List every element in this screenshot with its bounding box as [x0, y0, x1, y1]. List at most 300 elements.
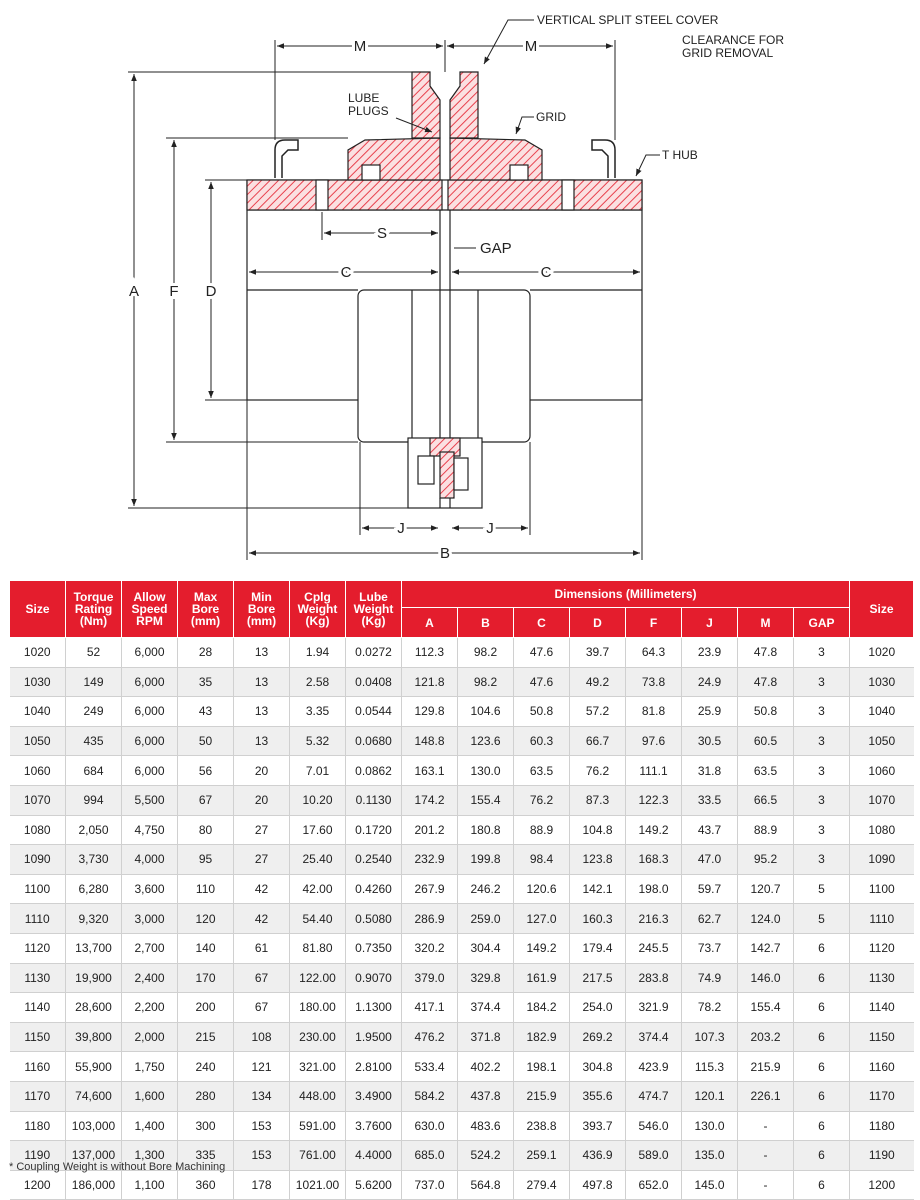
table-cell: 87.3 — [570, 785, 626, 815]
table-cell: 1170 — [10, 1081, 66, 1111]
header-speed: Allow Speed RPM — [122, 581, 178, 638]
label-lube-2: PLUGS — [348, 104, 389, 118]
table-cell: 267.9 — [402, 874, 458, 904]
dim-label-b: B — [439, 545, 451, 562]
table-cell: 155.4 — [738, 993, 794, 1023]
table-cell: 6 — [794, 933, 850, 963]
table-cell: 168.3 — [626, 845, 682, 875]
header-max-bore: Max Bore (mm) — [178, 581, 234, 638]
table-cell: 1110 — [850, 904, 914, 934]
table-cell: 146.0 — [738, 963, 794, 993]
table-cell: 47.6 — [514, 667, 570, 697]
table-cell: 238.8 — [514, 1111, 570, 1141]
table-cell: 230.00 — [290, 1022, 346, 1052]
header-dim-b: B — [458, 608, 514, 638]
table-cell: 226.1 — [738, 1081, 794, 1111]
table-cell: 49.2 — [570, 667, 626, 697]
table-cell: - — [738, 1170, 794, 1200]
table-cell: 13 — [234, 726, 290, 756]
table-row — [10, 874, 914, 904]
table-row — [10, 933, 914, 963]
table-cell: 33.5 — [682, 785, 738, 815]
table-cell: 104.6 — [458, 697, 514, 727]
table-cell: 1.1300 — [346, 993, 402, 1023]
table-cell: 174.2 — [402, 785, 458, 815]
table-cell: 42 — [234, 874, 290, 904]
table-cell: 3 — [794, 697, 850, 727]
table-cell: 6 — [794, 1111, 850, 1141]
header-dimensions: Dimensions (Millimeters) — [402, 581, 850, 608]
table-cell: 279.4 — [514, 1170, 570, 1200]
table-cell: 39.7 — [570, 638, 626, 668]
table-cell: 5 — [794, 874, 850, 904]
table-cell: 39,800 — [66, 1022, 122, 1052]
table-cell: 3 — [794, 785, 850, 815]
header-size: Size — [10, 581, 66, 638]
table-cell: 232.9 — [402, 845, 458, 875]
table-cell: 245.5 — [626, 933, 682, 963]
table-cell: 3 — [794, 845, 850, 875]
table-cell: 1,300 — [122, 1141, 178, 1171]
table-row — [10, 904, 914, 934]
table-cell: 589.0 — [626, 1141, 682, 1171]
table-cell: 203.2 — [738, 1022, 794, 1052]
label-cover: VERTICAL SPLIT STEEL COVER — [537, 13, 719, 27]
table-cell: 2,000 — [122, 1022, 178, 1052]
table-cell: 149 — [66, 667, 122, 697]
table-cell: 145.0 — [682, 1170, 738, 1200]
dim-label-j-left: J — [397, 520, 405, 537]
table-cell: 3 — [794, 667, 850, 697]
table-cell: 436.9 — [570, 1141, 626, 1171]
table-cell: 59.7 — [682, 874, 738, 904]
table-cell: 497.8 — [570, 1170, 626, 1200]
table-cell: 42.00 — [290, 874, 346, 904]
coupling-diagram — [0, 0, 920, 580]
table-row — [10, 1170, 914, 1200]
table-cell: 64.3 — [626, 638, 682, 668]
table-cell: 1040 — [850, 697, 914, 727]
table-cell: 591.00 — [290, 1111, 346, 1141]
dim-label-m-right: M — [524, 38, 538, 55]
table-cell: 286.9 — [402, 904, 458, 934]
header-dim-gap: GAP — [794, 608, 850, 638]
table-cell: 142.7 — [738, 933, 794, 963]
table-cell: 737.0 — [402, 1170, 458, 1200]
table-cell: 1140 — [850, 993, 914, 1023]
table-cell: 180.00 — [290, 993, 346, 1023]
table-cell: 6,000 — [122, 638, 178, 668]
table-cell: 1170 — [850, 1081, 914, 1111]
table-cell: 73.8 — [626, 667, 682, 697]
table-cell: 6,280 — [66, 874, 122, 904]
table-cell: 1120 — [850, 933, 914, 963]
table-cell: 60.5 — [738, 726, 794, 756]
table-cell: 28,600 — [66, 993, 122, 1023]
table-cell: 249 — [66, 697, 122, 727]
table-cell: 5.32 — [290, 726, 346, 756]
table-cell: 62.7 — [682, 904, 738, 934]
table-cell: 137,000 — [66, 1141, 122, 1171]
table-cell: 50.8 — [738, 697, 794, 727]
table-cell: 130.0 — [682, 1111, 738, 1141]
table-cell: 0.0680 — [346, 726, 402, 756]
header-torque: Torque Rating (Nm) — [66, 581, 122, 638]
table-cell: 3 — [794, 726, 850, 756]
table-cell: 178 — [234, 1170, 290, 1200]
table-cell: 153 — [234, 1141, 290, 1171]
table-cell: 122.3 — [626, 785, 682, 815]
table-cell: 108 — [234, 1022, 290, 1052]
label-clearance-2: GRID REMOVAL — [682, 46, 774, 60]
table-cell: 115.3 — [682, 1052, 738, 1082]
table-cell: 3 — [794, 638, 850, 668]
table-cell: 1190 — [10, 1141, 66, 1171]
table-cell: 200 — [178, 993, 234, 1023]
table-cell: 140 — [178, 933, 234, 963]
table-cell: 1200 — [10, 1170, 66, 1200]
table-cell: 149.2 — [514, 933, 570, 963]
table-cell: 47.6 — [514, 638, 570, 668]
table-cell: 120.6 — [514, 874, 570, 904]
table-cell: 123.6 — [458, 726, 514, 756]
table-cell: 435 — [66, 726, 122, 756]
table-cell: 42 — [234, 904, 290, 934]
table-cell: 448.00 — [290, 1081, 346, 1111]
table-cell: 269.2 — [570, 1022, 626, 1052]
table-cell: 1080 — [10, 815, 66, 845]
table-cell: 161.9 — [514, 963, 570, 993]
table-cell: 80 — [178, 815, 234, 845]
table-cell: 67 — [234, 993, 290, 1023]
table-cell: 27 — [234, 845, 290, 875]
table-cell: 1020 — [10, 638, 66, 668]
table-cell: 483.6 — [458, 1111, 514, 1141]
table-cell: 20 — [234, 756, 290, 786]
table-cell: 1050 — [850, 726, 914, 756]
table-cell: 6,000 — [122, 756, 178, 786]
table-cell: 74.9 — [682, 963, 738, 993]
table-cell: 13 — [234, 638, 290, 668]
table-cell: 13 — [234, 697, 290, 727]
table-cell: 120.7 — [738, 874, 794, 904]
table-cell: 1100 — [850, 874, 914, 904]
table-cell: 47.8 — [738, 638, 794, 668]
table-cell: 437.8 — [458, 1081, 514, 1111]
table-cell: 6 — [794, 1052, 850, 1082]
table-cell: 67 — [234, 963, 290, 993]
table-cell: 47.8 — [738, 667, 794, 697]
table-cell: 217.5 — [570, 963, 626, 993]
table-cell: 186,000 — [66, 1170, 122, 1200]
table-cell: 0.4260 — [346, 874, 402, 904]
table-cell: 98.4 — [514, 845, 570, 875]
table-cell: 179.4 — [570, 933, 626, 963]
header-dim-c: C — [514, 608, 570, 638]
table-cell: 81.80 — [290, 933, 346, 963]
table-cell: 6,000 — [122, 726, 178, 756]
table-cell: 584.2 — [402, 1081, 458, 1111]
table-cell: 564.8 — [458, 1170, 514, 1200]
table-cell: 78.2 — [682, 993, 738, 1023]
table-cell: 148.8 — [402, 726, 458, 756]
table-row — [10, 845, 914, 875]
table-cell: 1180 — [850, 1111, 914, 1141]
table-cell: 199.8 — [458, 845, 514, 875]
table-cell: 524.2 — [458, 1141, 514, 1171]
table-cell: 1150 — [10, 1022, 66, 1052]
table-cell: 1160 — [10, 1052, 66, 1082]
table-cell: 761.00 — [290, 1141, 346, 1171]
table-cell: 2,050 — [66, 815, 122, 845]
table-cell: 112.3 — [402, 638, 458, 668]
table-cell: 61 — [234, 933, 290, 963]
table-cell: 994 — [66, 785, 122, 815]
table-cell: 30.5 — [682, 726, 738, 756]
table-cell: 76.2 — [570, 756, 626, 786]
table-cell: 1040 — [10, 697, 66, 727]
table-cell: 0.2540 — [346, 845, 402, 875]
table-cell: 1060 — [850, 756, 914, 786]
table-cell: 153 — [234, 1111, 290, 1141]
table-cell: 3 — [794, 756, 850, 786]
header-lube-weight: Lube Weight (Kg) — [346, 581, 402, 638]
table-cell: 98.2 — [458, 638, 514, 668]
table-cell: 3.7600 — [346, 1111, 402, 1141]
table-row — [10, 638, 914, 668]
table-cell: 163.1 — [402, 756, 458, 786]
table-cell: 19,900 — [66, 963, 122, 993]
table-cell: 1160 — [850, 1052, 914, 1082]
table-cell: 1130 — [10, 963, 66, 993]
table-cell: 6 — [794, 963, 850, 993]
table-cell: 122.00 — [290, 963, 346, 993]
table-cell: 6 — [794, 993, 850, 1023]
table-cell: 25.9 — [682, 697, 738, 727]
dim-label-a: A — [128, 283, 140, 300]
table-cell: 1030 — [850, 667, 914, 697]
table-cell: 216.3 — [626, 904, 682, 934]
table-cell: 283.8 — [626, 963, 682, 993]
table-cell: 4.4000 — [346, 1141, 402, 1171]
table-cell: 17.60 — [290, 815, 346, 845]
coupling-spec-table — [9, 580, 914, 1200]
table-cell: 5 — [794, 904, 850, 934]
table-cell: 1,400 — [122, 1111, 178, 1141]
table-cell: 50 — [178, 726, 234, 756]
table-cell: 0.0544 — [346, 697, 402, 727]
table-cell: 1070 — [850, 785, 914, 815]
table-cell: 107.3 — [682, 1022, 738, 1052]
table-cell: 13,700 — [66, 933, 122, 963]
table-cell: 2,200 — [122, 993, 178, 1023]
table-cell: 56 — [178, 756, 234, 786]
table-cell: 120 — [178, 904, 234, 934]
table-cell: 127.0 — [514, 904, 570, 934]
table-cell: 3,000 — [122, 904, 178, 934]
table-cell: 393.7 — [570, 1111, 626, 1141]
header-dim-j: J — [682, 608, 738, 638]
table-cell: 55,900 — [66, 1052, 122, 1082]
table-cell: 81.8 — [626, 697, 682, 727]
table-cell: 6 — [794, 1170, 850, 1200]
table-cell: 374.4 — [458, 993, 514, 1023]
table-row — [10, 1052, 914, 1082]
table-cell: 110 — [178, 874, 234, 904]
table-cell: 74,600 — [66, 1081, 122, 1111]
table-cell: 474.7 — [626, 1081, 682, 1111]
table-cell: 476.2 — [402, 1022, 458, 1052]
table-cell: 300 — [178, 1111, 234, 1141]
table-cell: 73.7 — [682, 933, 738, 963]
table-cell: 67 — [178, 785, 234, 815]
table-cell: 5,500 — [122, 785, 178, 815]
table-cell: 3.35 — [290, 697, 346, 727]
table-cell: 43.7 — [682, 815, 738, 845]
table-cell: - — [738, 1111, 794, 1141]
table-cell: 63.5 — [514, 756, 570, 786]
table-cell: 355.6 — [570, 1081, 626, 1111]
table-row — [10, 667, 914, 697]
table-cell: 1,750 — [122, 1052, 178, 1082]
table-row — [10, 815, 914, 845]
table-cell: 1.94 — [290, 638, 346, 668]
dim-label-gap: GAP — [480, 240, 512, 257]
table-cell: 1050 — [10, 726, 66, 756]
table-cell: 1070 — [10, 785, 66, 815]
table-cell: 1020 — [850, 638, 914, 668]
table-cell: 1030 — [10, 667, 66, 697]
table-cell: 417.1 — [402, 993, 458, 1023]
table-cell: 50.8 — [514, 697, 570, 727]
table-cell: 1110 — [10, 904, 66, 934]
table-cell: 684 — [66, 756, 122, 786]
table-cell: 0.9070 — [346, 963, 402, 993]
table-cell: 63.5 — [738, 756, 794, 786]
table-cell: 198.0 — [626, 874, 682, 904]
table-cell: 43 — [178, 697, 234, 727]
header-cplg-weight: Cplg Weight (Kg) — [290, 581, 346, 638]
table-cell: 533.4 — [402, 1052, 458, 1082]
table-row — [10, 697, 914, 727]
table-cell: 13 — [234, 667, 290, 697]
table-cell: 1021.00 — [290, 1170, 346, 1200]
table-cell: 374.4 — [626, 1022, 682, 1052]
table-cell: 121.8 — [402, 667, 458, 697]
table-cell: 379.0 — [402, 963, 458, 993]
table-cell: 27 — [234, 815, 290, 845]
table-cell: 320.2 — [402, 933, 458, 963]
table-cell: 123.8 — [570, 845, 626, 875]
table-cell: 88.9 — [514, 815, 570, 845]
table-cell: 6 — [794, 1141, 850, 1171]
table-cell: 155.4 — [458, 785, 514, 815]
table-cell: 0.5080 — [346, 904, 402, 934]
table-cell: 2.58 — [290, 667, 346, 697]
table-cell: 198.1 — [514, 1052, 570, 1082]
table-cell: 1090 — [850, 845, 914, 875]
table-cell: 246.2 — [458, 874, 514, 904]
table-cell: 25.40 — [290, 845, 346, 875]
table-cell: 130.0 — [458, 756, 514, 786]
table-cell: 360 — [178, 1170, 234, 1200]
header-size-right: Size — [850, 581, 914, 638]
table-cell: 1,100 — [122, 1170, 178, 1200]
header-min-bore: Min Bore (mm) — [234, 581, 290, 638]
table-cell: 0.1130 — [346, 785, 402, 815]
t-hub-body — [247, 180, 642, 442]
table-row — [10, 993, 914, 1023]
table-cell: 254.0 — [570, 993, 626, 1023]
table-body — [10, 638, 914, 1200]
table-row — [10, 1081, 914, 1111]
dim-label-j-right: J — [486, 520, 494, 537]
footnote: * Coupling Weight is without Bore Machining — [9, 1161, 226, 1173]
table-cell: 3,730 — [66, 845, 122, 875]
table-cell: 97.6 — [626, 726, 682, 756]
header-dim-m: M — [738, 608, 794, 638]
table-cell: 104.8 — [570, 815, 626, 845]
table-cell: 52 — [66, 638, 122, 668]
table-cell: 304.8 — [570, 1052, 626, 1082]
table-cell: 423.9 — [626, 1052, 682, 1082]
table-cell: 3,600 — [122, 874, 178, 904]
dim-label-s: S — [376, 225, 388, 242]
table-cell: 76.2 — [514, 785, 570, 815]
table-cell: 182.9 — [514, 1022, 570, 1052]
table-cell: 280 — [178, 1081, 234, 1111]
table-cell: 4,000 — [122, 845, 178, 875]
table-cell: 0.0272 — [346, 638, 402, 668]
label-lube-1: LUBE — [348, 91, 380, 105]
clearance-hooks — [275, 140, 615, 178]
table-cell: 103,000 — [66, 1111, 122, 1141]
table-cell: 28 — [178, 638, 234, 668]
table-cell: 98.2 — [458, 667, 514, 697]
table-cell: 215.9 — [738, 1052, 794, 1082]
table-cell: 402.2 — [458, 1052, 514, 1082]
table-cell: 142.1 — [570, 874, 626, 904]
table-cell: 170 — [178, 963, 234, 993]
table-cell: 630.0 — [402, 1111, 458, 1141]
table-cell: 160.3 — [570, 904, 626, 934]
table-cell: 329.8 — [458, 963, 514, 993]
table-cell: 54.40 — [290, 904, 346, 934]
table-cell: 2,700 — [122, 933, 178, 963]
table-cell: 1060 — [10, 756, 66, 786]
label-t-hub: T HUB — [662, 148, 698, 162]
table-cell: 124.0 — [738, 904, 794, 934]
table-cell: 95.2 — [738, 845, 794, 875]
table-cell: 321.9 — [626, 993, 682, 1023]
table-cell: 1130 — [850, 963, 914, 993]
table-row — [10, 1022, 914, 1052]
label-clearance-1: CLEARANCE FOR — [682, 33, 785, 47]
table-cell: 24.9 — [682, 667, 738, 697]
table-row — [10, 756, 914, 786]
table-cell: 66.7 — [570, 726, 626, 756]
dim-label-c-left: C — [340, 264, 352, 281]
table-cell: 0.1720 — [346, 815, 402, 845]
header-dim-a: A — [402, 608, 458, 638]
table-cell: 259.1 — [514, 1141, 570, 1171]
table-cell: 1,600 — [122, 1081, 178, 1111]
dim-label-f: F — [169, 283, 179, 300]
table-cell: 121 — [234, 1052, 290, 1082]
table-cell: 5.6200 — [346, 1170, 402, 1200]
dim-label-d: D — [205, 283, 217, 300]
table-cell: 321.00 — [290, 1052, 346, 1082]
